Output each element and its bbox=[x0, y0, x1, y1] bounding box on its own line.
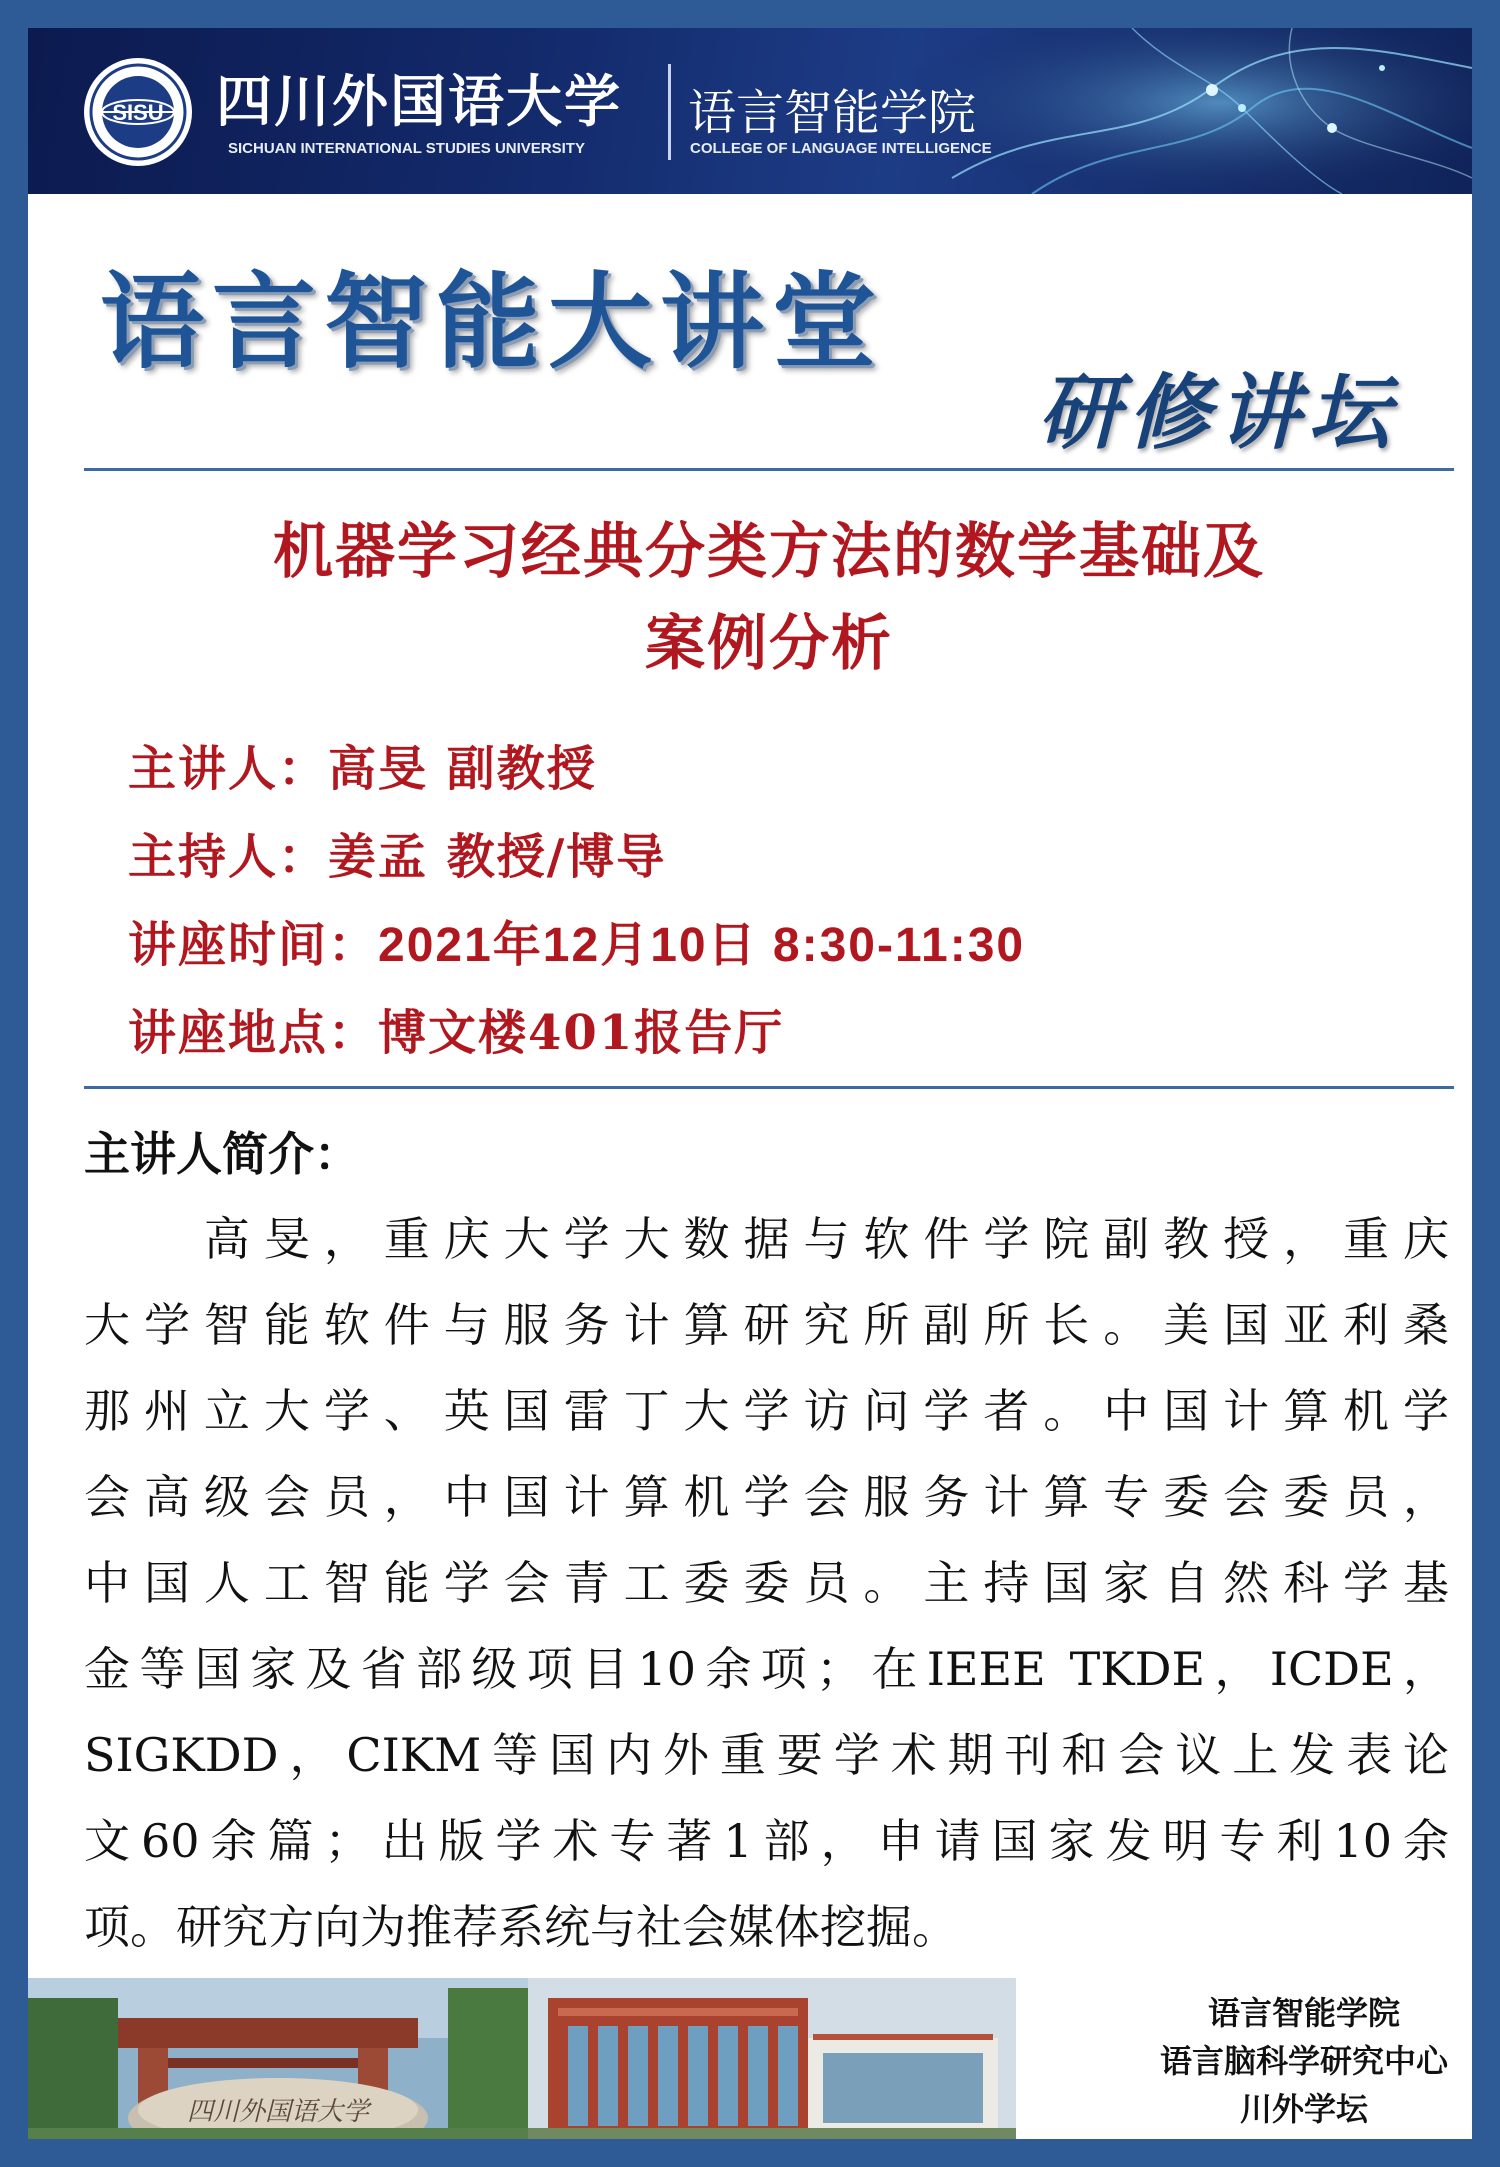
bio-line: 大学智能软件与服务计算研究所副所长。美国亚利桑 bbox=[84, 1298, 1449, 1352]
university-logo bbox=[82, 56, 194, 168]
header-banner bbox=[28, 28, 1472, 194]
info-time-label: 讲座时间： bbox=[128, 917, 379, 973]
college-name-en: COLLEGE OF LANGUAGE INTELLIGENCE bbox=[690, 140, 992, 157]
footer-org-college: 语言智能学院 bbox=[1207, 1994, 1400, 2032]
university-name-en: SICHUAN INTERNATIONAL STUDIES UNIVERSITY bbox=[228, 140, 585, 157]
info-venue bbox=[128, 994, 784, 1063]
bio-heading: 主讲人简介： bbox=[84, 1127, 360, 1181]
stone-inscription: 四川外国语大学 bbox=[186, 2097, 370, 2127]
bio-line: 项。研究方向为推荐系统与社会媒体挖掘。 bbox=[84, 1900, 958, 1954]
library-building-photo bbox=[528, 1978, 1016, 2139]
lecture-title-line-1: 机器学习经典分类方法的数学基础及 bbox=[273, 517, 1265, 587]
divider-bottom bbox=[84, 1086, 1454, 1089]
info-venue-label: 讲座地点： bbox=[128, 1005, 379, 1061]
footer-org-research-center: 语言脑科学研究中心 bbox=[1159, 2042, 1448, 2080]
series-subtitle: 研修讲坛 bbox=[1038, 365, 1398, 461]
lecture-title-line-2: 案例分析 bbox=[645, 609, 893, 679]
bio-line: 金等国家及省部级项目10余项；在IEEE TKDE，ICDE， bbox=[84, 1642, 1449, 1696]
bio-line: 高旻，重庆大学大数据与软件学院副教授，重庆 bbox=[84, 1212, 1449, 1266]
info-host: 主持人：姜孟 教授/博导 bbox=[128, 829, 667, 885]
banner-divider bbox=[668, 64, 671, 160]
neural-network-graphic bbox=[912, 28, 1472, 194]
info-time-value: 2021年12月10日 8:30-11:30 bbox=[378, 919, 1026, 972]
info-time bbox=[128, 906, 1025, 975]
logo-text: SISU bbox=[112, 100, 164, 125]
campus-gate-photo bbox=[28, 1978, 528, 2139]
lecture-title bbox=[84, 506, 1454, 690]
series-title: 语言智能大讲堂 bbox=[100, 261, 885, 383]
campus-photos bbox=[28, 1978, 1016, 2139]
footer-org-forum: 川外学坛 bbox=[1239, 2090, 1368, 2128]
college-name-cn: 语言智能学院 bbox=[688, 85, 977, 141]
info-speaker: 主讲人：高旻 副教授 bbox=[128, 741, 597, 797]
bio-line: 文60余篇；出版学术专著1部，申请国家发明专利10余 bbox=[84, 1814, 1449, 1868]
bio-line: 会高级会员，中国计算机学会服务计算专委会委员， bbox=[84, 1470, 1449, 1524]
bio-line: SIGKDD，CIKM等国内外重要学术期刊和会议上发表论 bbox=[84, 1728, 1449, 1782]
university-name-cn: 四川外国语大学 bbox=[216, 69, 622, 135]
bio-line: 那州立大学、英国雷丁大学访问学者。中国计算机学 bbox=[84, 1384, 1449, 1438]
info-venue-value: 博文楼401报告厅 bbox=[378, 1005, 785, 1061]
divider-top bbox=[84, 468, 1454, 471]
bio-line: 中国人工智能学会青工委委员。主持国家自然科学基 bbox=[84, 1556, 1449, 1610]
poster-frame bbox=[28, 28, 1472, 2139]
